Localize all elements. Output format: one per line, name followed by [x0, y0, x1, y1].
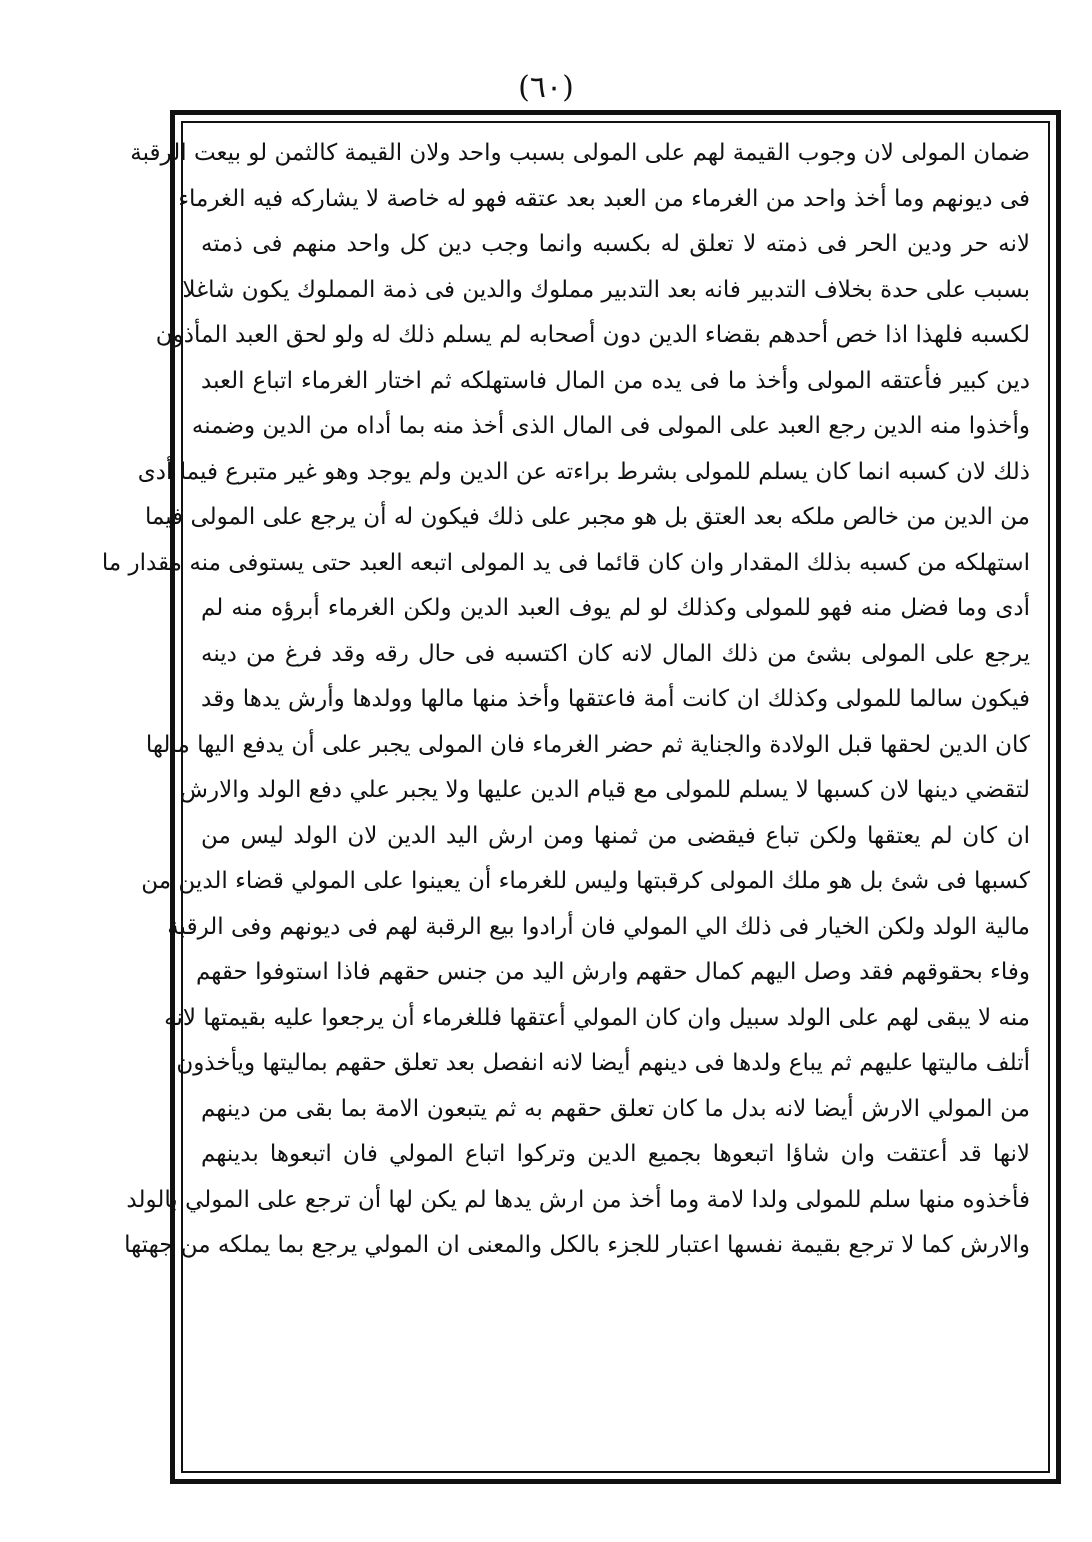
text-line-2: فى ديونهم وما أخذ واحد من الغرماء من العبد بعد عتقه فهو له خاصة لا يشاركه فيه الغرماء: [178, 185, 1030, 212]
text-line-18: مالية الولد ولكن الخيار فى ذلك الي المولي فان أرادوا بيع الرقبة لهم فى ديونهم وفى الرقبة: [167, 913, 1030, 940]
text-line-19: وفاء بحقوقهم فقد وصل اليهم كمال حقهم وارش اليد من جنس حقهم فاذا استوفوا حقهم: [196, 959, 1030, 985]
text-line-12: يرجع على المولى بشئ من ذلك المال لانه كان اكتسبه فى حال رقه وقد فرغ من دينه: [201, 640, 1030, 667]
text-line-6: دين كبير فأعتقه المولى وأخذ ما فى يده من المال فاستهلكه ثم اختار الغرماء اتباع العبد: [201, 367, 1030, 394]
text-line-3: لانه حر ودين الحر فى ذمته لا تعلق له بكسبه وانما وجب دين كل واحد منهم فى ذمته: [201, 231, 1030, 257]
text-line-17: كسبها فى شئ بل هو ملك المولى كرقبتها وليس للغرماء أن يعينوا على المولي قضاء الدين من: [141, 868, 1030, 894]
text-line-15: لتقضي دينها لان كسبها لا يسلم للمولى مع قيام الدين عليها ولا يجبر علي دفع الولد والارش: [179, 777, 1030, 803]
text-line-5: لكسبه فلهذا اذا خص أحدهم بقضاء الدين دون أصحابه لم يسلم ذلك له ولو لحق العبد المأذون: [155, 322, 1030, 348]
text-line-10: استهلكه من كسبه بذلك المقدار وان كان قائما فى يد المولى اتبعه العبد حتى يستوفى منه مقدار ما: [101, 549, 1030, 576]
text-line-22: من المولي الارش أيضا لانه بدل ما كان تعلق حقهم به ثم يتبعون الامة بما بقى من دينهم: [201, 1095, 1030, 1122]
page-border-outer: [101, 110, 1061, 1484]
body-text: [101, 131, 1030, 1469]
text-line-1: ضمان المولى لان وجوب القيمة لهم على المولى بسبب واحد ولان القيمة كالثمن لو بيعت الرقبة: [130, 140, 1030, 166]
text-line-8: ذلك لان كسبه انما كان يسلم للمولى بشرط براءته عن الدين ولم يوجد وهو غير متبرع فيما أدى: [137, 458, 1030, 485]
text-line-4: بسبب على حدة بخلاف التدبير فانه بعد التدبير مملوك والدين فى ذمة المملوك يكون شاغلا: [182, 276, 1030, 303]
page-number: (٦٠): [518, 70, 574, 105]
text-line-24: فأخذوه منها سلم للمولى ولدا لامة وما أخذ من ارش يدها لم يكن لها أن ترجع على المولي بالولد: [126, 1186, 1030, 1213]
text-line-21: أتلف ماليتها عليهم ثم يباع ولدها فى دينهم أيضا لانه انفصل بعد تعلق حقهم بماليتها ويأخذون: [176, 1050, 1030, 1076]
text-line-7: وأخذوا منه الدين رجع العبد على المولى فى المال الذى أخذ منه بما أداه من الدين وضمنه: [191, 413, 1030, 439]
text-line-20: منه لا يبقى لهم على الولد سبيل وان كان المولي أعتقها فللغرماء أن يرجعوا عليه بقيمتها لانه: [164, 1004, 1030, 1031]
text-line-25: والارش كما لا ترجع بقيمة نفسها اعتبار للجزء بالكل والمعنى ان المولي يرجع بما يملكه من جهتها: [124, 1232, 1030, 1258]
text-line-9: من الدين من خالص ملكه بعد العتق بل هو مجبر على ذلك فيكون له أن يرجع على المولى فيما: [144, 504, 1030, 530]
text-line-23: لانها قد أعتقت وان شاؤا اتبعوها بجميع الدين وتركوا اتباع المولي فان اتبعوها بدينهم: [201, 1141, 1030, 1167]
text-line-16: ان كان لم يعتقها ولكن تباع فيقضى من ثمنها ومن ارش اليد الدين لان الولد ليس من: [201, 822, 1030, 849]
text-line-13: فيكون سالما للمولى وكذلك ان كانت أمة فاعتقها وأخذ منها مالها وولدها وأرش يدها وقد: [201, 686, 1030, 712]
text-line-14: كان الدين لحقها قبل الولادة والجناية ثم حضر الغرماء فان المولى يجبر على أن يدفع اليها مالها: [145, 731, 1030, 758]
text-line-11: أدى وما فضل منه فهو للمولى وكذلك لو لم يوف العبد الدين ولكن الغرماء أبرؤه منه لم: [201, 595, 1030, 621]
